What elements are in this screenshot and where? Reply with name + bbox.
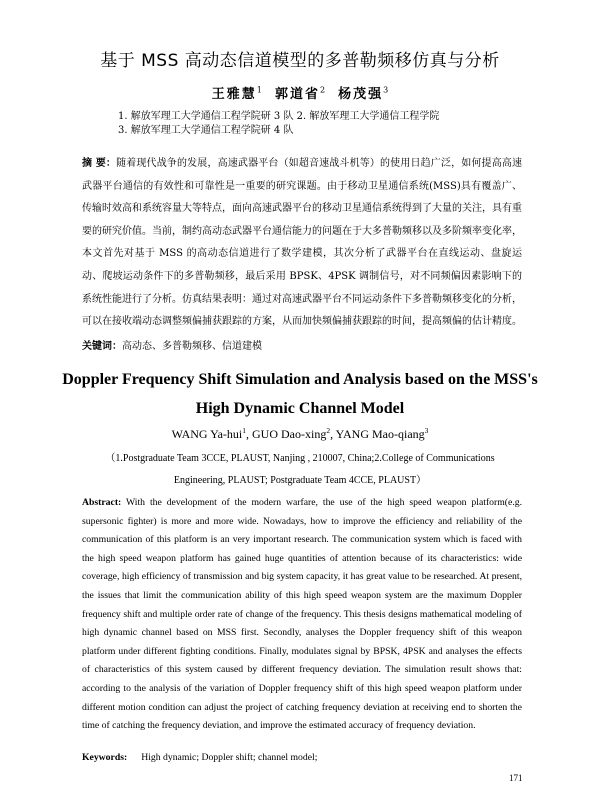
chinese-keywords-text: 高动态、多普勒频移、信道建模 — [122, 341, 262, 352]
chinese-affiliation-line-1: 1. 解放军理工大学通信工程学院研 3 队 2. 解放军理工大学通信工程学院 — [118, 111, 440, 122]
chinese-keywords-label: 关键词： — [82, 341, 122, 352]
chinese-affiliation-line-2: 3. 解放军理工大学通信工程学院研 4 队 — [118, 125, 294, 136]
english-title-line-1: Doppler Frequency Shift Simulation and Analysis based on the MSS's — [62, 371, 538, 388]
page-number: 171 — [509, 773, 523, 783]
cn-author-2-sup: 2 — [319, 85, 326, 95]
chinese-abstract — [82, 153, 522, 334]
chinese-authors — [0, 83, 600, 102]
english-keywords-text: High dynamic; Doppler shift; channel model; — [141, 752, 318, 763]
en-author-2-sup: 2 — [326, 426, 331, 435]
cn-author-1-sup: 1 — [256, 85, 262, 95]
en-author-1: WANG Ya-hui — [171, 427, 243, 441]
english-abstract-text: With the development of the modern warfare, the use of the high speed weapon platform(e.g. supersonic fighter) is more and more wide. Nowadays, how to improve the efficiency and reliability of the communication of this platform is an very important research. The communication system which is faced with the high speed weapon platform has gained huge quantities of attention because of its characteristics: wide coverage, high efficiency of transmission and big system capacity, it has great value to be researched. At present, the issues that limit the communication ability of this high speed weapon system are the maximum Doppler frequency shift and multiple order rate of change of the frequency. This thesis designs mathematical modeling of high dynamic channel based on MSS first. Secondly, analyses the Doppler frequency shift of this weapon platform under different fighting conditions. Finally, modulates signal by BPSK, 4PSK and analyses the effects of characteristics of this system caused by different frequency deviation. The simulation result shows that: according to the analysis of the variation of Doppler frequency shift of this high speed weapon platform under different motion condition can adjust the project of catching frequency deviation at receiving end to shorten the time of catching the frequency deviation, and improve the estimated accuracy of frequency deviation. — [82, 497, 523, 732]
cn-author-3: 杨茂强 — [338, 87, 384, 102]
english-keywords — [82, 752, 317, 763]
english-title-line-2: High Dynamic Channel Model — [195, 400, 405, 417]
cn-author-3-sup: 3 — [383, 85, 389, 95]
english-keywords-label: Keywords: — [82, 752, 128, 763]
chinese-abstract-text: 随着现代战争的发展，高速武器平台（如超音速战斗机等）的使用日趋广泛，如何提高高速武器平台通信的有效性和可靠性是一重要的研究课题。由于移动卫星通信系统(MSS)具有覆盖广、传输时效高和系统容量大等特点，面向高速武器平台的移动卫星通信系统得到了大量的关注，具有重要的研究价值。当前，制约高动态武器平台通信能力的问题在于大多普勒频移以及多阶频率变化率，本文首先对基于 MSS 的高动态信道进行了数学建模，其次分析了武器平台在直线运动、盘旋运动、爬坡运动条件下的多普勒频移，最后采用 BPSK、4PSK 调制信号，对不同频偏因素影响下的系统性能进行了分析。仿真结果表明：通过对高速武器平台不同运动条件下多普勒频移变化的分析，可以在接收端动态调整频偏捕获跟踪的方案，从而加快频偏捕获跟踪的时间，提高频偏的估计精度。 — [82, 158, 523, 328]
english-abstract-label: Abstract: — [82, 497, 122, 508]
cn-author-2: 郭道省 — [274, 87, 320, 102]
english-affiliation-line-1: （1.Postgraduate Team 3CCE, PLAUST, Nanjing , 210007, China;2.College of Communications — [105, 453, 495, 464]
cn-author-1: 王雅慧 — [211, 87, 257, 102]
en-author-2: GUO Dao-xing — [252, 427, 327, 441]
chinese-title: 基于 MSS 高动态信道模型的多普勒频移仿真与分析 — [100, 51, 500, 71]
en-author-3: YANG Mao-qiang — [335, 427, 425, 441]
english-affiliation-line-2: Engineering, PLAUST; Postgraduate Team 4CCE, PLAUST） — [173, 475, 427, 486]
chinese-abstract-label: 摘 要： — [82, 158, 117, 169]
chinese-keywords — [82, 337, 262, 352]
en-author-3-sup: 3 — [424, 426, 429, 435]
english-abstract — [82, 494, 522, 736]
english-authors: WANG Ya-hui$^1$, GUO Dao-xing$^2$, YANG Mao-qiang$^3$ — [171, 426, 429, 441]
en-author-1-sup: 1 — [242, 426, 247, 435]
